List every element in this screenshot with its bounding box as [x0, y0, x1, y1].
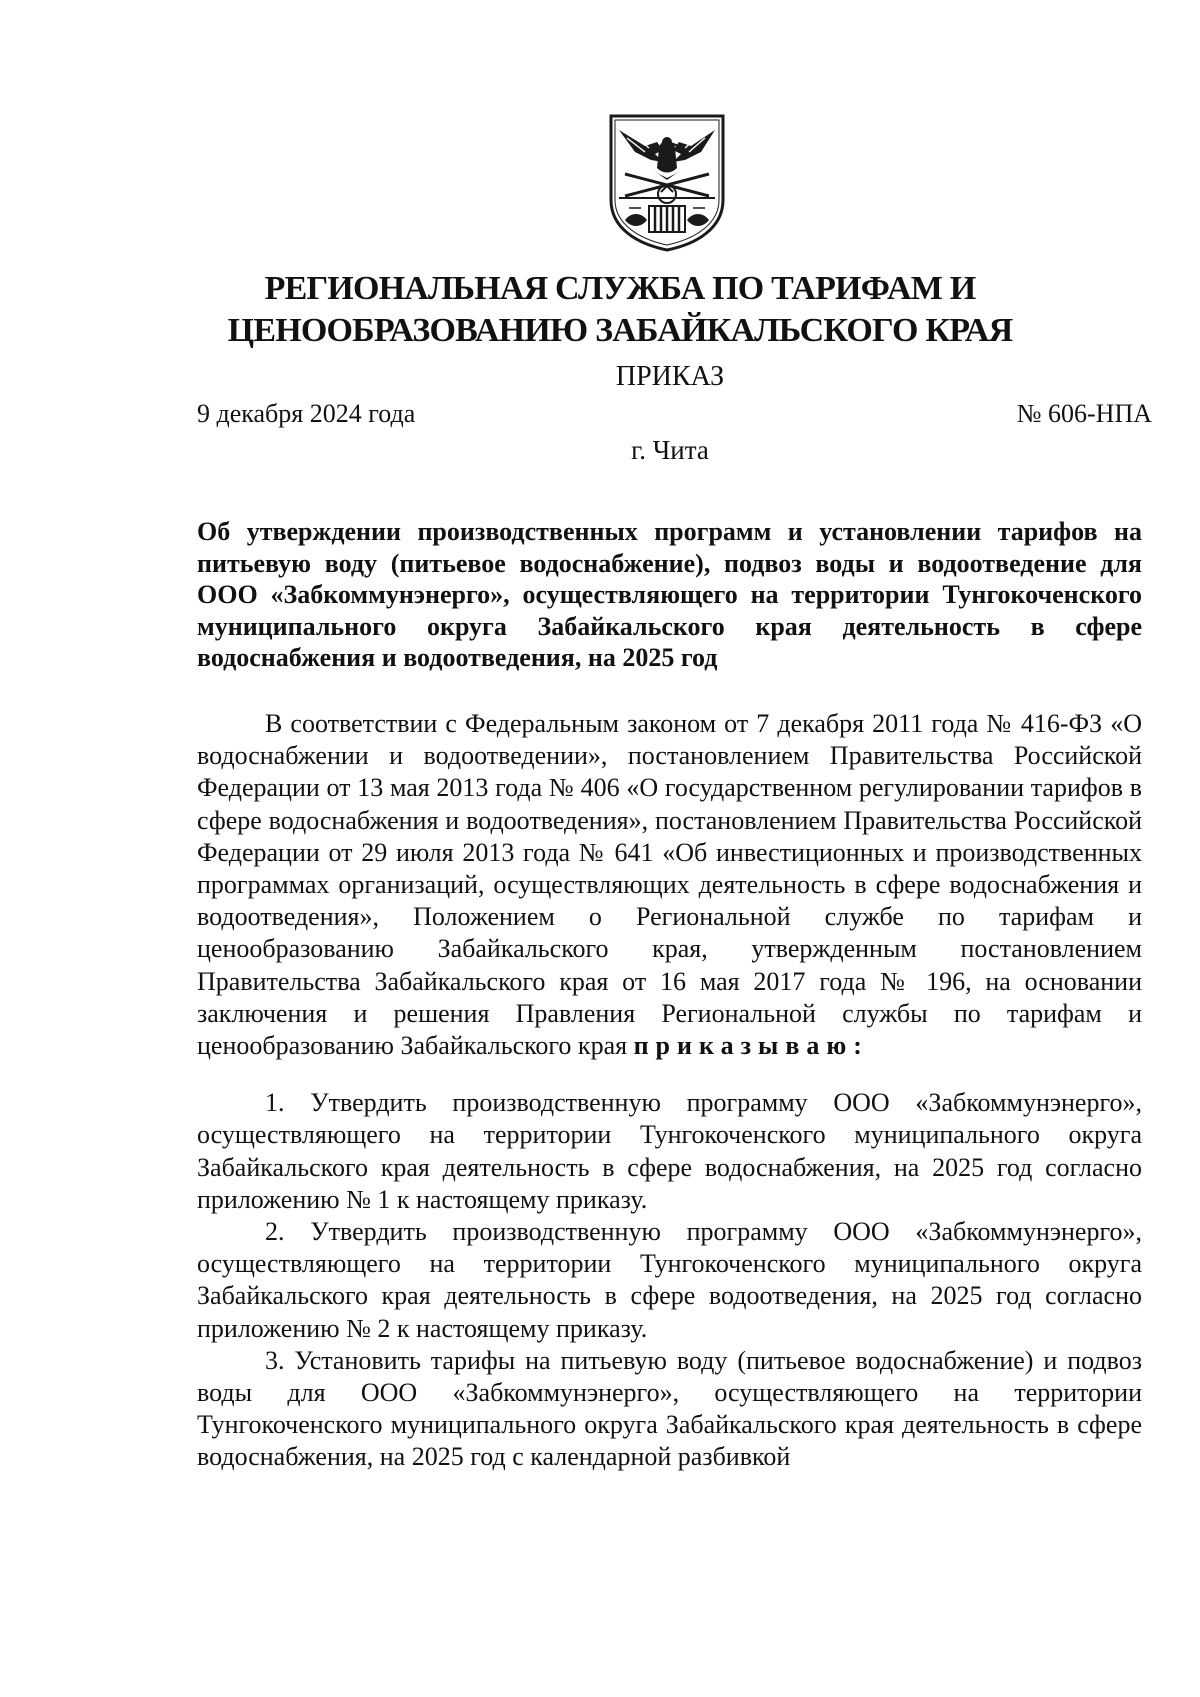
document-type: ПРИКАЗ: [615, 361, 725, 392]
document-subject: Об утверждении производственных программ и установлении тарифов на питьевую воду (питьевое водоснабжение), подвоз воды и водоотведение для ООО «Забкоммунэнерго», осуществляющего на территории Тунгокоченского муниципального округа Забайкальского края деятельность в сфере водоснабжения и водоотведения, на 2025 год: [197, 517, 1142, 672]
order-word: приказываю:: [633, 1031, 869, 1061]
document-number: № 606-НПА: [1016, 399, 1152, 428]
order-item-2: 2. Утвердить производственную программу ООО «Забкоммунэнерго», осуществляющего на территории Тунгокоченского муниципального округа Забайкальского края деятельность в сфере водоотведения, на 2025 год согласно приложению № 2 к настоящему приказу.: [197, 1217, 1142, 1343]
document-body: [197, 708, 1142, 1474]
organization-title-line-1: РЕГИОНАЛЬНАЯ СЛУЖБА ПО ТАРИФАМ И: [264, 270, 976, 307]
preamble-text: В соответствии с Федеральным законом от 7 декабря 2011 года № 416-ФЗ «О водоснабжении и водоотведении», постановлением Правительства Российской Федерации от 13 мая 2013 года № 406 «О государственном регулировании тарифов в сфере водоснабжения и водоотведения», постановлением Правительства Российской Федерации от 29 июля 2013 года № 641 «Об инвестиционных и производственных программах организаций, осуществляющих деятельность в сфере водоснабжения и водоотведения», Положением о Региональной службе по тарифам и ценообразованию Забайкальского края, утвержденным постановлением Правительства Забайкальского края от 16 мая 2017 года № 196, на основании заключения и решения Правления Региональной службы по тарифам и ценообразованию Забайкальского края: [197, 709, 1142, 1061]
order-item-3: 3. Установить тарифы на питьевую воду (питьевое водоснабжение) и подвоз воды для ООО «Забкоммунэнерго», осуществляющего на территории Тунгокоченского муниципального округа Забайкальского края деятельность в сфере водоснабжения, на 2025 год с календарной разбивкой: [197, 1345, 1142, 1472]
organization-title: [190, 268, 1050, 352]
document-date: 9 декабря 2024 года: [197, 399, 416, 428]
preamble-paragraph: [197, 708, 1142, 1062]
document-city: г. Чита: [631, 435, 709, 465]
order-item-1: 1. Утвердить производственную программу ООО «Забкоммунэнерго», осуществляющего на территории Тунгокоченского муниципального округа Забайкальского края деятельность в сфере водоснабжения, на 2025 год согласно приложению № 1 к настоящему приказу.: [197, 1088, 1142, 1214]
zabaykalsky-krai-coat-of-arms-icon: [605, 112, 729, 252]
organization-title-line-2: ЦЕНООБРАЗОВАНИЮ ЗАБАЙКАЛЬСКОГО КРАЯ: [227, 312, 1013, 349]
